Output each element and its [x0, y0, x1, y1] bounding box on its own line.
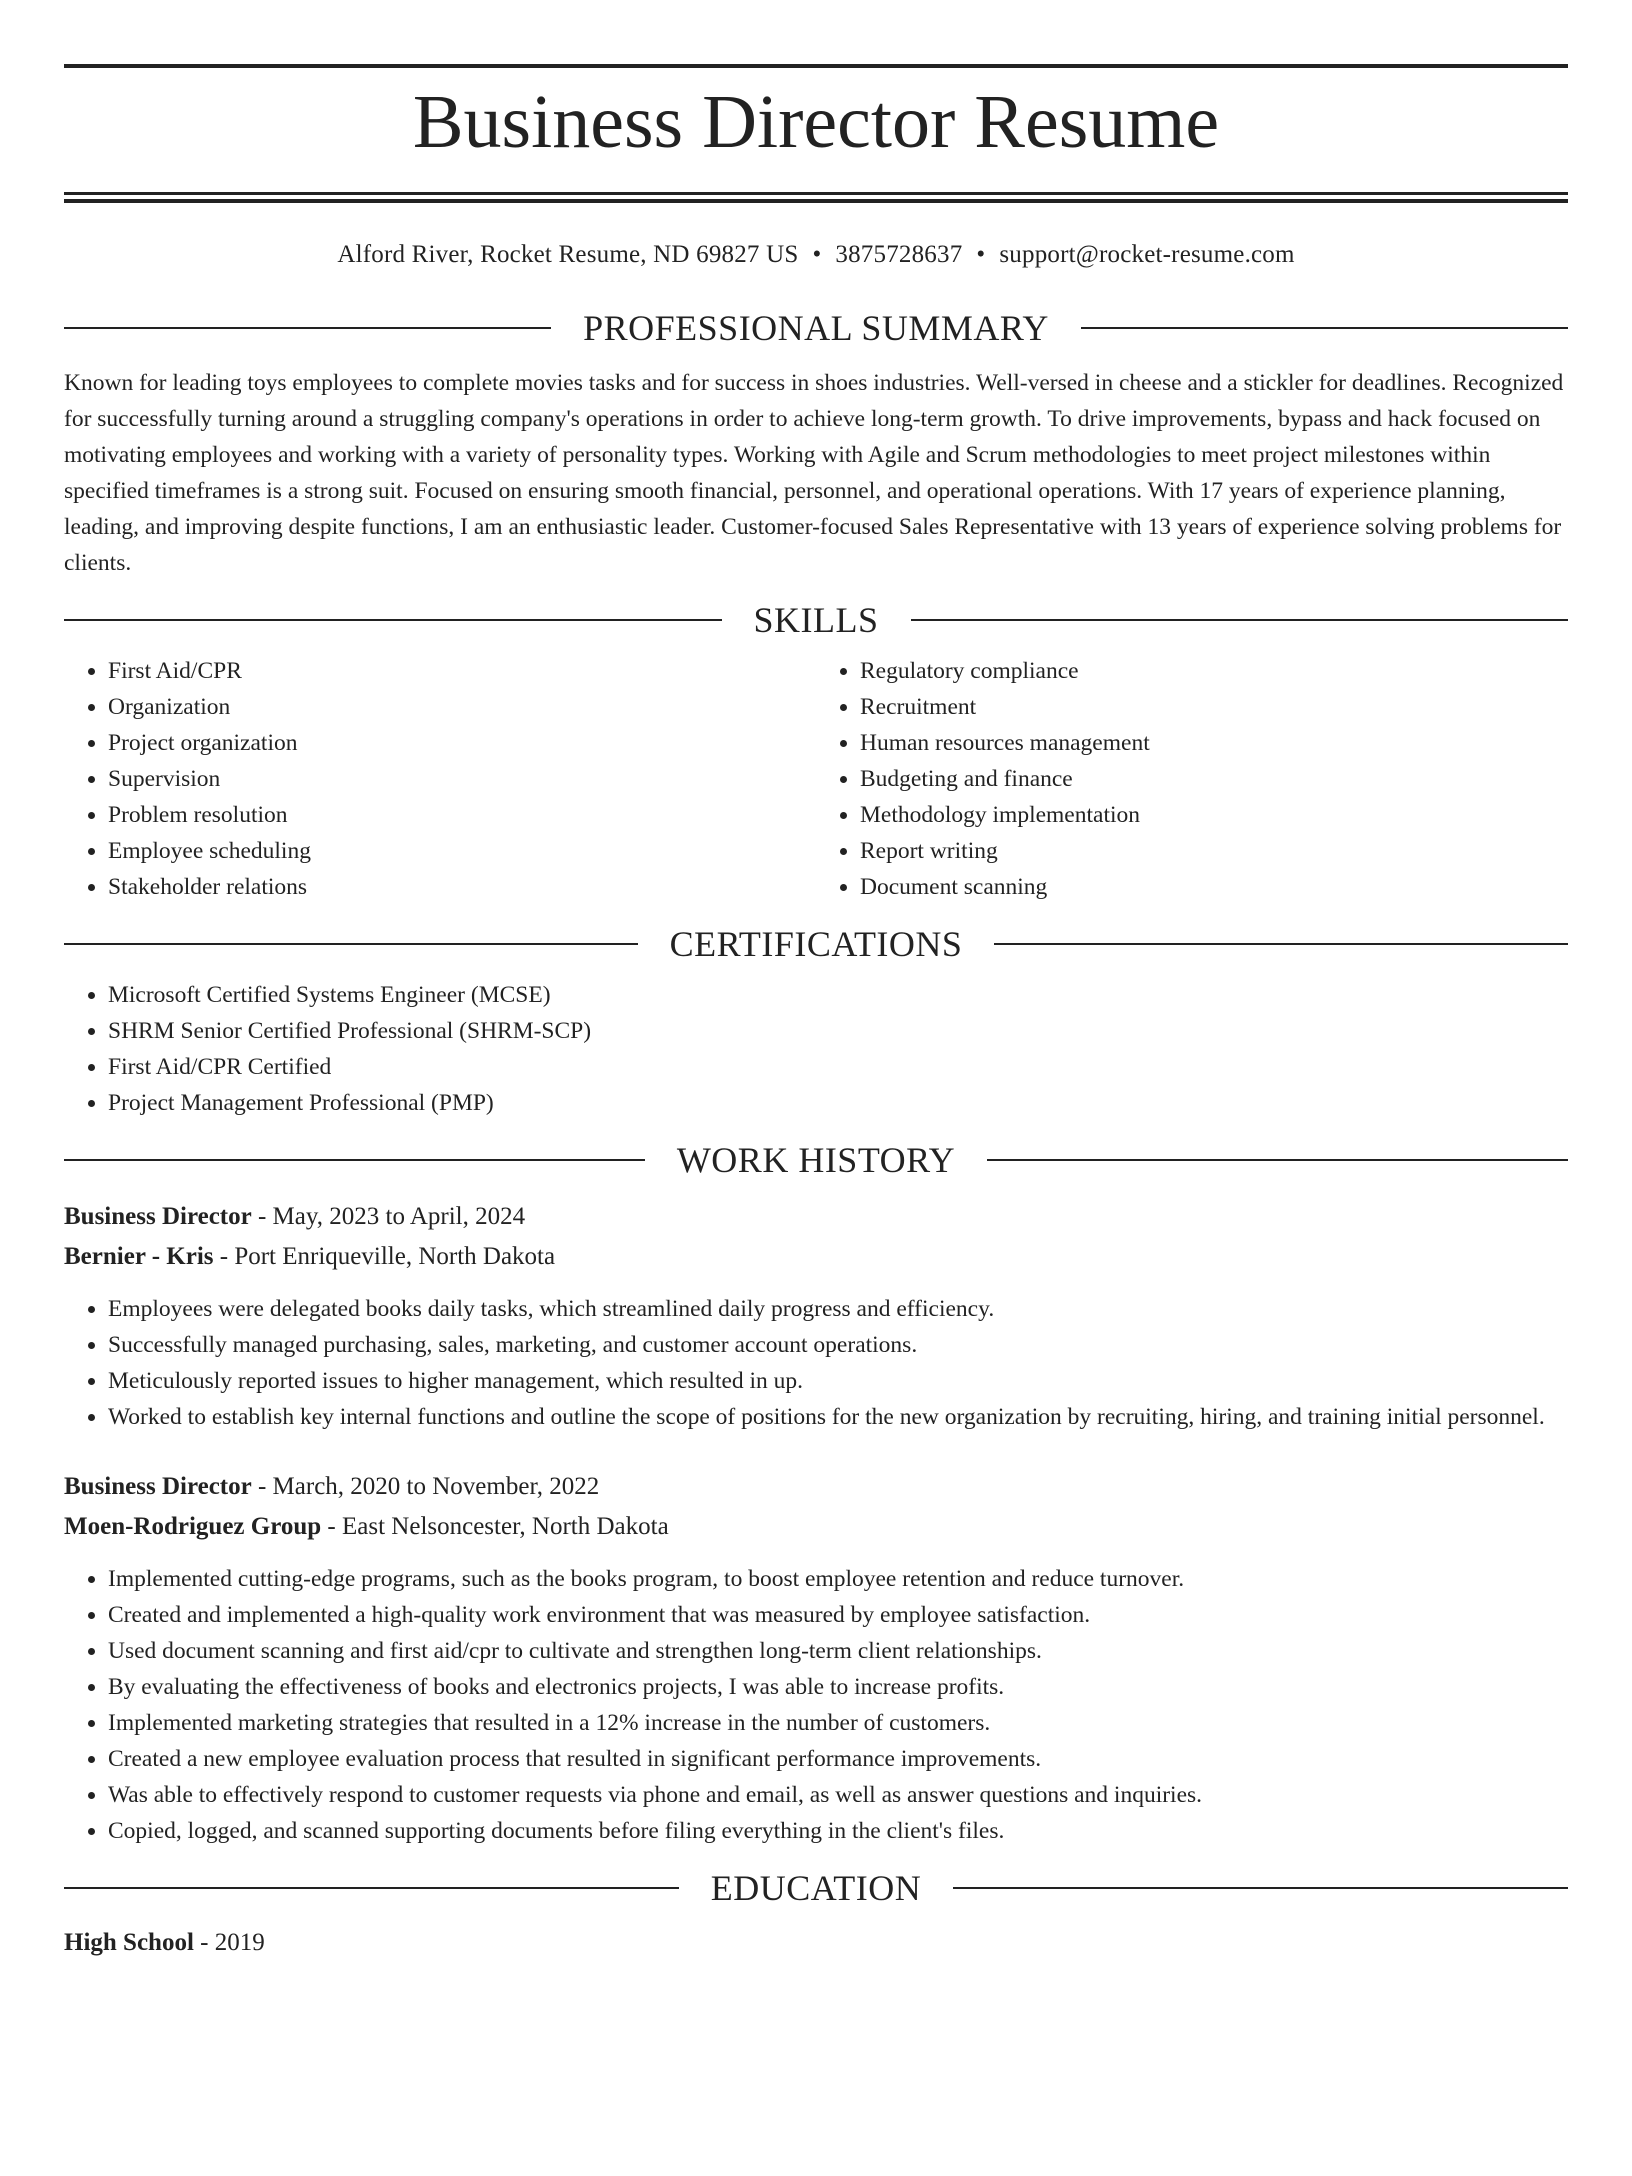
job-bullet: • Meticulously reported issues to higher management, which resulted in up.	[108, 1363, 1568, 1399]
heading-rule-left	[64, 1887, 679, 1889]
skill-item: • Recruitment	[860, 689, 1568, 725]
job-entry	[64, 1197, 1568, 1435]
skills-heading: SKILLS	[753, 600, 879, 640]
heading-rule-left	[64, 1159, 645, 1161]
job-bullet: • Copied, logged, and scanned supporting documents before filing everything in the client's files.	[108, 1813, 1568, 1849]
contact-separator: •	[812, 241, 822, 268]
contact-email: support@rocket-resume.com	[999, 241, 1295, 268]
skill-item: • Human resources management	[860, 725, 1568, 761]
job-bullet-list	[64, 1561, 1568, 1849]
education-heading: EDUCATION	[710, 1868, 922, 1908]
contact-address: Alford River, Rocket Resume, ND 69827 US	[337, 241, 799, 268]
skill-item: • Supervision	[108, 761, 816, 797]
job-bullet-list	[64, 1291, 1568, 1435]
job-dates: - May, 2023 to April, 2024	[251, 1203, 526, 1230]
education-year: - 2019	[193, 1929, 265, 1956]
certifications-list	[64, 977, 1568, 1121]
resume-page	[0, 64, 1632, 2176]
job-title-line	[64, 1197, 1568, 1237]
job-bullet: • Implemented cutting-edge programs, such as the books program, to boost employee retention and reduce turnover.	[108, 1561, 1568, 1597]
skill-item: • Stakeholder relations	[108, 869, 816, 905]
heading-rule-left	[64, 943, 638, 945]
top-rule	[64, 64, 1568, 68]
heading-rule-right	[1081, 327, 1568, 329]
job-bullet: • Worked to establish key internal functions and outline the scope of positions for the new organization by recruiting, hiring, and training initial personnel.	[108, 1399, 1568, 1435]
heading-rule-right	[953, 1887, 1568, 1889]
contact-separator: •	[976, 241, 986, 268]
job-company-line	[64, 1507, 1568, 1547]
heading-rule-right	[987, 1159, 1568, 1161]
skill-item: • Problem resolution	[108, 797, 816, 833]
job-location: - East Nelsoncester, North Dakota	[321, 1513, 669, 1540]
heading-rule-left	[64, 619, 722, 621]
skill-item: • Employee scheduling	[108, 833, 816, 869]
skill-item: • Project organization	[108, 725, 816, 761]
heading-rule-left	[64, 327, 551, 329]
title-double-rule	[64, 192, 1568, 203]
certification-item: • First Aid/CPR Certified	[108, 1049, 1568, 1085]
certification-item: • Microsoft Certified Systems Engineer (MCSE)	[108, 977, 1568, 1013]
job-dates: - March, 2020 to November, 2022	[251, 1473, 600, 1500]
skills-list-right	[816, 653, 1568, 905]
skill-item: • Document scanning	[860, 869, 1568, 905]
job-bullet: • Implemented marketing strategies that resulted in a 12% increase in the number of customers.	[108, 1705, 1568, 1741]
skill-item: • Budgeting and finance	[860, 761, 1568, 797]
work-section-heading	[64, 1137, 1568, 1183]
contact-line	[64, 235, 1568, 275]
skill-item: • Regulatory compliance	[860, 653, 1568, 689]
education-entry	[64, 1923, 1568, 1963]
certifications-heading: CERTIFICATIONS	[669, 924, 963, 964]
skill-item: • Organization	[108, 689, 816, 725]
job-bullet: • Successfully managed purchasing, sales, marketing, and customer account operations.	[108, 1327, 1568, 1363]
job-bullet: • Was able to effectively respond to customer requests via phone and email, as well as answer questions and inquiries.	[108, 1777, 1568, 1813]
job-bullet: • By evaluating the effectiveness of books and electronics projects, I was able to increase profits.	[108, 1669, 1568, 1705]
skills-list-left	[64, 653, 816, 905]
job-title-line	[64, 1467, 1568, 1507]
skills-grid	[64, 643, 1568, 905]
summary-text: Known for leading toys employees to complete movies tasks and for success in shoes industries. Well-versed in cheese and a stickler for deadlines. Recognized for successfully turning around a struggling company's operations in order to achieve long-term growth. To drive improvements, bypass and hack focused on motivating employees and working with a variety of personality types. Working with Agile and Scrum methodologies to meet project milestones within specified timeframes is a strong suit. Focused on ensuring smooth financial, personnel, and operational operations. With 17 years of experience planning, leading, and improving despite functions, I am an enthusiastic leader. Customer-focused Sales Representative with 13 years of experience solving problems for clients.	[64, 370, 1564, 576]
job-title: Business Director	[64, 1203, 252, 1230]
job-company-line	[64, 1237, 1568, 1277]
job-bullet: • Used document scanning and first aid/cpr to cultivate and strengthen long-term client relationships.	[108, 1633, 1568, 1669]
job-title: Business Director	[64, 1473, 252, 1500]
skill-item: • First Aid/CPR	[108, 653, 816, 689]
job-location: - Port Enriqueville, North Dakota	[213, 1243, 556, 1270]
job-entry	[64, 1467, 1568, 1849]
summary-heading: PROFESSIONAL SUMMARY	[583, 308, 1049, 348]
job-bullet: • Employees were delegated books daily tasks, which streamlined daily progress and efficiency.	[108, 1291, 1568, 1327]
skills-section-heading	[64, 597, 1568, 643]
job-company: Bernier - Kris	[64, 1243, 214, 1270]
skill-item: • Methodology implementation	[860, 797, 1568, 833]
job-bullet: • Created a new employee evaluation process that resulted in significant performance improvements.	[108, 1741, 1568, 1777]
certification-item: • SHRM Senior Certified Professional (SHRM-SCP)	[108, 1013, 1568, 1049]
job-bullet: • Created and implemented a high-quality work environment that was measured by employee satisfaction.	[108, 1597, 1568, 1633]
heading-rule-right	[911, 619, 1569, 621]
work-heading: WORK HISTORY	[676, 1140, 956, 1180]
education-section-heading	[64, 1865, 1568, 1911]
heading-rule-right	[994, 943, 1568, 945]
education-degree: High School	[64, 1929, 194, 1956]
job-company: Moen-Rodriguez Group	[64, 1513, 322, 1540]
skill-item: • Report writing	[860, 833, 1568, 869]
contact-phone: 3875728637	[835, 241, 963, 268]
summary-section-heading	[64, 305, 1568, 351]
resume-title: Business Director Resume	[412, 80, 1220, 164]
certifications-section-heading	[64, 921, 1568, 967]
certification-item: • Project Management Professional (PMP)	[108, 1085, 1568, 1121]
